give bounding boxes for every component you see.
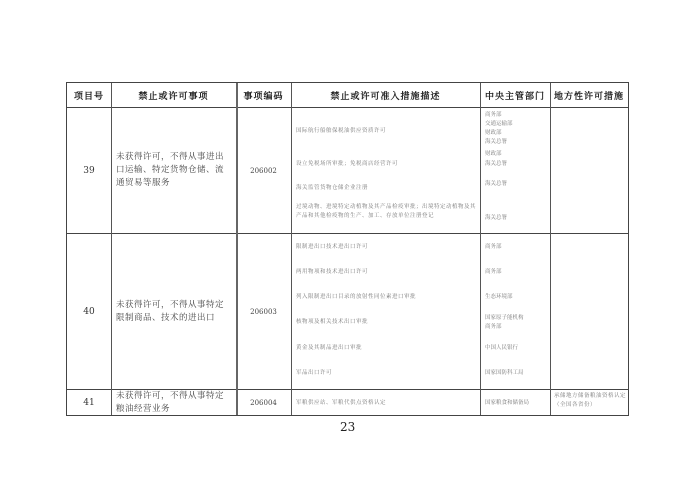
row-40-measure: 核物项及相关技术出口审批 [296, 319, 369, 325]
row-39-local [550, 108, 628, 233]
header-item: 禁止或许可事项 [138, 92, 209, 102]
row-39-dept: 交通运输部 [485, 121, 513, 127]
row-39-measure: 过境动物、进境特定动植物及其产品检疫审批；出境特定动植物及其产品和其他检疫物的生产、加工、存放单位注册登记 [296, 204, 477, 219]
row-41-code: 206004 [250, 399, 277, 407]
row-40-measure: 限制进出口技术进出口许可 [296, 244, 369, 250]
header-code: 事项编码 [243, 92, 284, 102]
row-40-dept: 生态环境部 [485, 294, 513, 300]
row-40-dept: 商务部 [485, 269, 502, 275]
row-40-local [550, 234, 628, 389]
permit-table [66, 82, 629, 416]
row-40-dept: 国家原子能机构 [485, 315, 524, 321]
page-number: 23 [340, 420, 356, 434]
row-39-dept: 海关总署 [485, 215, 508, 221]
col-divider [291, 83, 292, 415]
header-local-measures: 地方性许可措施 [553, 92, 624, 102]
row-39-item: 未获得许可，不得从事进出口运输、特定货物仓储、流通贸易等服务 [116, 152, 225, 188]
row-41-dept: 国家粮食和储备局 [485, 400, 530, 406]
row-39-dept: 海关总署 [485, 181, 508, 187]
row-40-dept: 商务部 [485, 324, 502, 330]
row-39-code: 206002 [250, 166, 277, 175]
row-39-dept: 商务部 [485, 112, 502, 118]
row-40-dept: 商务部 [485, 244, 502, 250]
header-measures: 禁止或许可准入措施描述 [330, 92, 441, 102]
row-39-dept: 海关总署 [485, 161, 508, 167]
row-40-code: 206003 [250, 307, 277, 316]
row-41-number: 41 [83, 398, 95, 408]
row-40-item: 未获得许可，不得从事特定限制商品、技术的进出口 [116, 299, 225, 323]
col-divider [480, 83, 481, 415]
row-40-measure: 两用物项和技术进出口许可 [296, 269, 369, 275]
row-39-number: 39 [83, 165, 95, 176]
row-40-dept: 国家国防科工局 [485, 370, 524, 376]
row-40-dept: 中国人民银行 [485, 345, 519, 351]
row-41-item: 未获得许可，不得从事特定粮油经营业务 [116, 391, 225, 414]
row-40-number: 40 [83, 306, 95, 317]
row-39-dept: 财政部 [485, 151, 502, 157]
row-41-measure: 军粮供应站、军粮代供点资格认定 [296, 400, 387, 406]
row-39-measure: 国际航行船舶保税油供应资质许可 [296, 128, 387, 134]
row-41-local: 承储地方储备粮油资格认定（全国各省份） [554, 393, 627, 408]
row-40-measure: 黄金及其制品进出口审批 [296, 345, 363, 351]
row-39-dept: 海关总署 [485, 139, 508, 145]
row-39-measure: 海关监管货物仓储企业注册 [296, 185, 369, 191]
header-project-no: 项目号 [73, 92, 104, 102]
row-40-measure: 军品出口许可 [296, 370, 333, 376]
header-department: 中央主管部门 [484, 92, 545, 102]
row-39-measure: 设立免税场所审批；免税商店经营许可 [296, 161, 399, 167]
row-39-dept: 财政部 [485, 130, 502, 136]
row-40-measure: 列入限制进出口目录的放射性同位素进口审批 [296, 294, 417, 300]
